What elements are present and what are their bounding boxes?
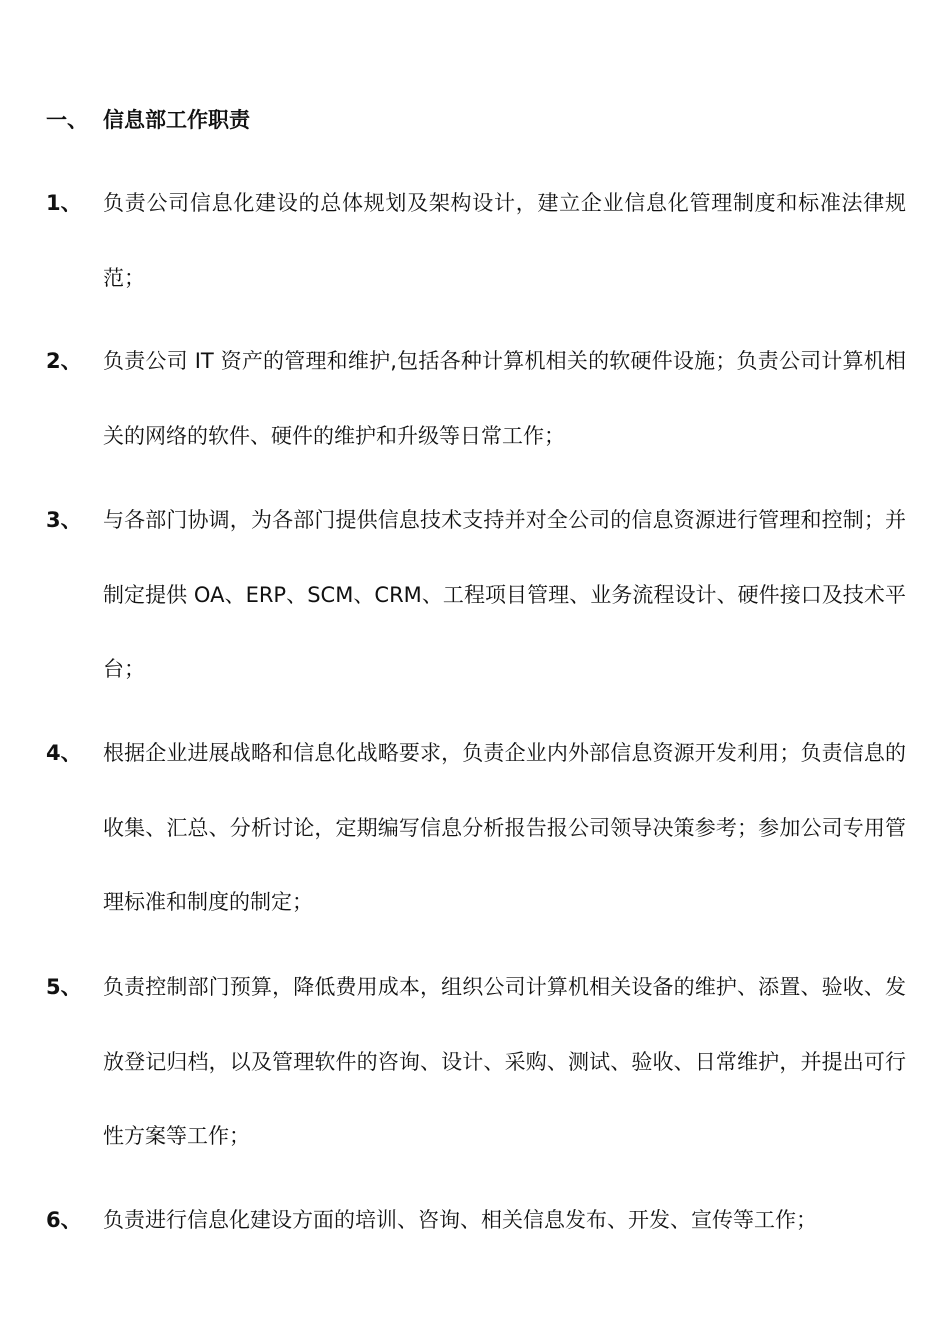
- item-number: 6、: [46, 1208, 82, 1232]
- section-number: 一、: [46, 108, 88, 132]
- section-heading: [46, 104, 250, 136]
- item-text: 负责公司 IT 资产的管理和维护,包括各种计算机相关的软硬件设施；负责公司计算机相关的网络的软件、硬件的维护和升级等日常工作；: [103, 349, 906, 448]
- item-text: 与各部门协调，为各部门提供信息技术支持并对全公司的信息资源进行管理和控制；并制定提供 OA、ERP、SCM、CRM、工程项目管理、业务流程设计、硬件接口及技术平台；: [103, 508, 906, 681]
- item-number: 5、: [46, 975, 82, 999]
- item-number: 2、: [46, 349, 82, 373]
- item-number: 4、: [46, 741, 82, 765]
- item-text: 负责控制部门预算，降低费用成本，组织公司计算机相关设备的维护、添置、验收、发放登记归档，以及管理软件的咨询、设计、采购、测试、验收、日常维护，并提出可行性方案等工作；: [103, 975, 906, 1148]
- list-item: [46, 324, 906, 473]
- list-item: [46, 483, 906, 707]
- item-text: 负责进行信息化建设方面的培训、咨询、相关信息发布、开发、宣传等工作；: [103, 1208, 817, 1232]
- list-item: [46, 716, 906, 940]
- list-item: [46, 950, 906, 1174]
- item-number: 1、: [46, 191, 82, 215]
- section-title: 信息部工作职责: [103, 108, 250, 132]
- item-number: 3、: [46, 508, 82, 532]
- item-text: 负责公司信息化建设的总体规划及架构设计，建立企业信息化管理制度和标准法律规范；: [103, 191, 906, 290]
- list-item: [46, 166, 906, 315]
- list-item: [46, 1183, 906, 1258]
- item-text: 根据企业进展战略和信息化战略要求，负责企业内外部信息资源开发利用；负责信息的收集、汇总、分析讨论，定期编写信息分析报告报公司领导决策参考；参加公司专用管理标准和制度的制定；: [103, 741, 906, 914]
